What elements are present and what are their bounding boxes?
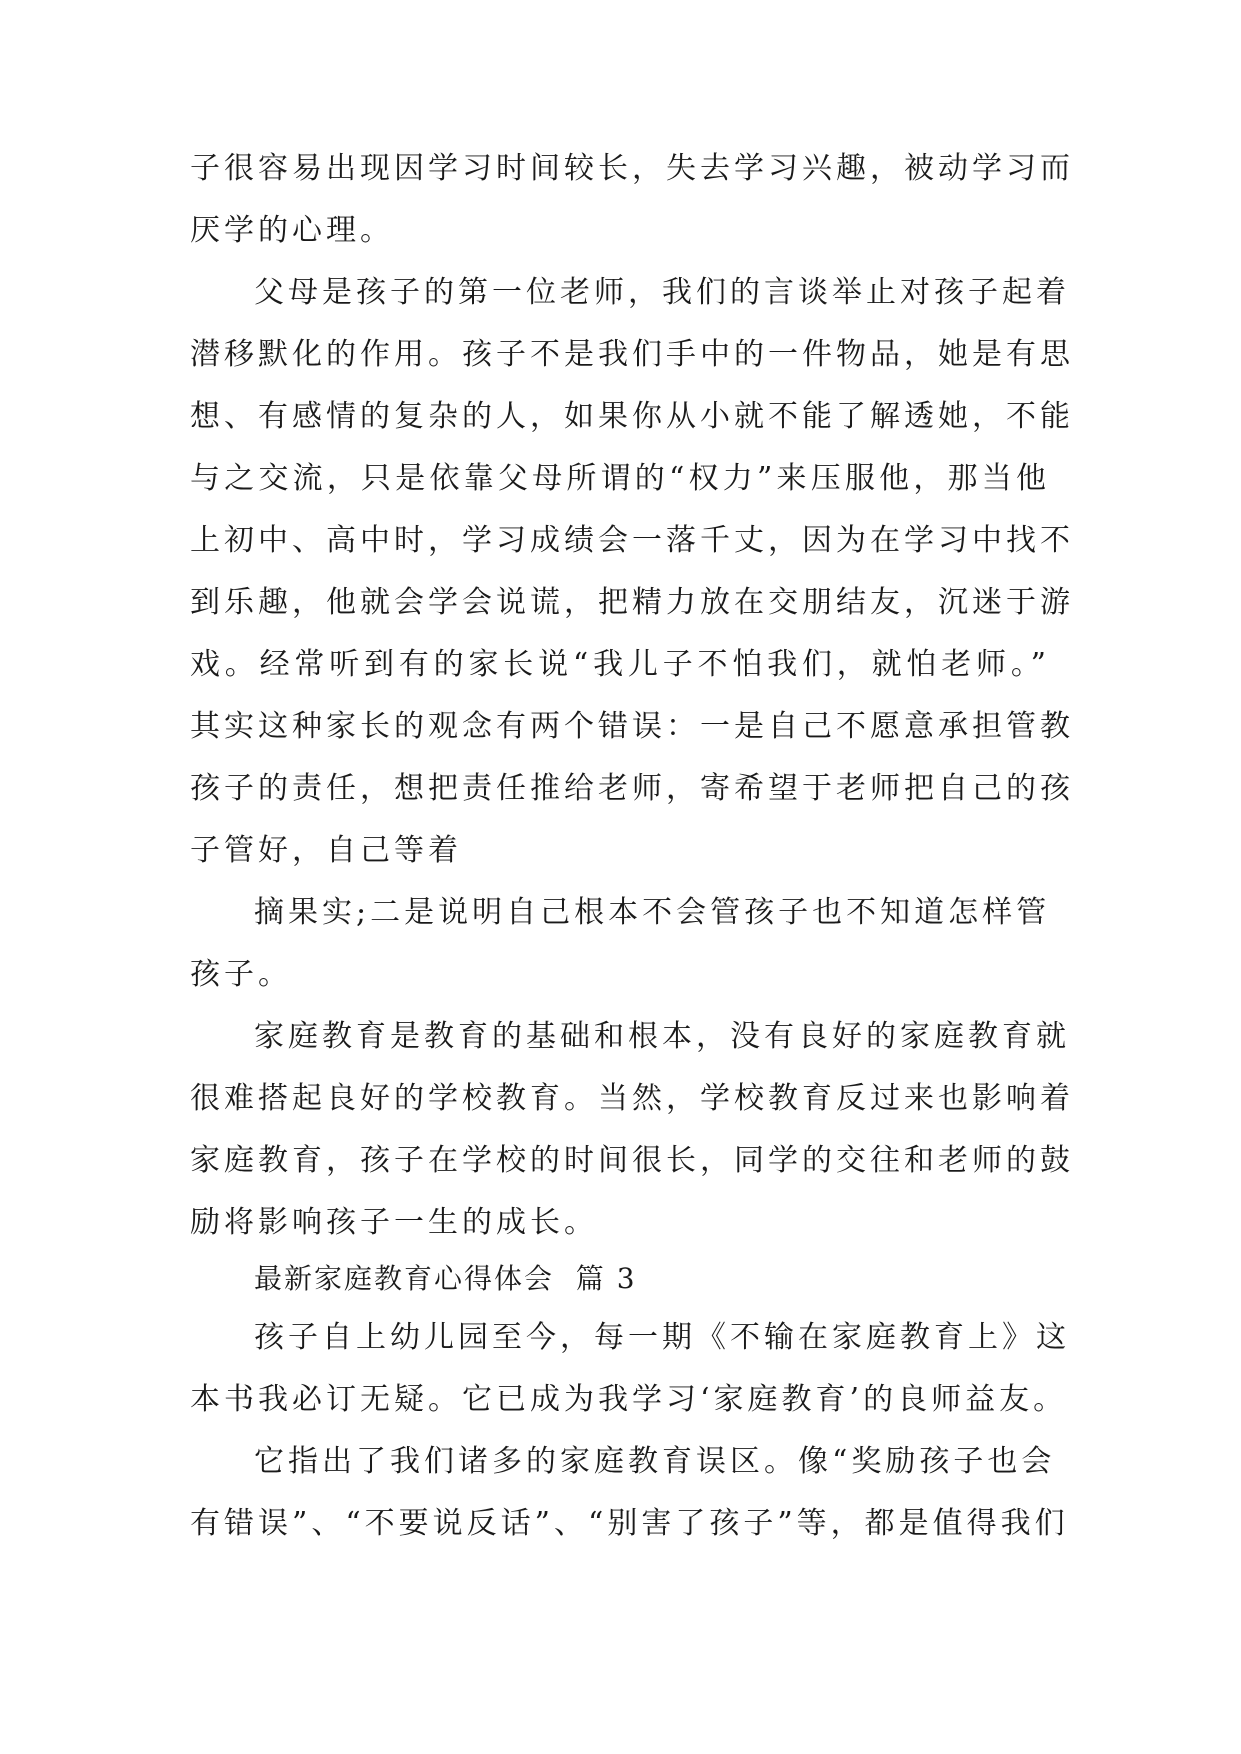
text-line: 励将影响孩子一生的成长。 — [190, 1205, 598, 1240]
paragraph-first-line: 孩子自上幼儿园至今，每一期《不输在家庭教育上》这 — [254, 1320, 1070, 1355]
section-heading: 最新家庭教育心得体会 篇 3 — [254, 1262, 637, 1295]
text-line: 孩子的责任，想把责任推给老师，寄希望于老师把自己的孩 — [190, 771, 1074, 806]
text-line: 本书我必订无疑。它已成为我学习‘家庭教育’的良师益友。 — [190, 1382, 1068, 1417]
paragraph-first-line: 摘果实;二是说明自己根本不会管孩子也不知道怎样管 — [254, 895, 1051, 930]
text-line: 其实这种家长的观念有两个错误：一是自己不愿意承担管教 — [190, 709, 1074, 744]
text-line: 有错误”、“不要说反话”、“别害了孩子”等，都是值得我们 — [190, 1506, 1069, 1541]
text-line: 厌学的心理。 — [190, 213, 394, 248]
text-line: 孩子。 — [190, 957, 292, 992]
text-line: 家庭教育，孩子在学校的时间很长，同学的交往和老师的鼓 — [190, 1143, 1074, 1178]
paragraph-first-line: 父母是孩子的第一位老师，我们的言谈举止对孩子起着 — [254, 275, 1070, 310]
body-text-block-2 — [190, 1307, 1070, 1555]
text-line: 很难搭起良好的学校教育。当然，学校教育反过来也影响着 — [190, 1081, 1074, 1116]
body-text-block-1 — [190, 138, 1074, 1254]
paragraph-first-line: 它指出了我们诸多的家庭教育误区。像“奖励孩子也会 — [254, 1444, 1056, 1479]
text-line: 戏。经常听到有的家长说“我儿子不怕我们，就怕老师。” — [190, 647, 1050, 682]
text-line: 到乐趣，他就会学会说谎，把精力放在交朋结友，沉迷于游 — [190, 585, 1074, 620]
text-line: 与之交流，只是依靠父母所谓的“权力”来压服他，那当他 — [190, 461, 1050, 496]
text-line: 子很容易出现因学习时间较长，失去学习兴趣，被动学习而 — [190, 151, 1074, 186]
text-line: 想、有感情的复杂的人，如果你从小就不能了解透她，不能 — [190, 399, 1074, 434]
text-line: 子管好，自己等着 — [190, 833, 462, 868]
text-line: 潜移默化的作用。孩子不是我们手中的一件物品，她是有思 — [190, 337, 1074, 372]
paragraph-first-line: 家庭教育是教育的基础和根本，没有良好的家庭教育就 — [254, 1019, 1070, 1054]
text-line: 上初中、高中时，学习成绩会一落千丈，因为在学习中找不 — [190, 523, 1074, 558]
